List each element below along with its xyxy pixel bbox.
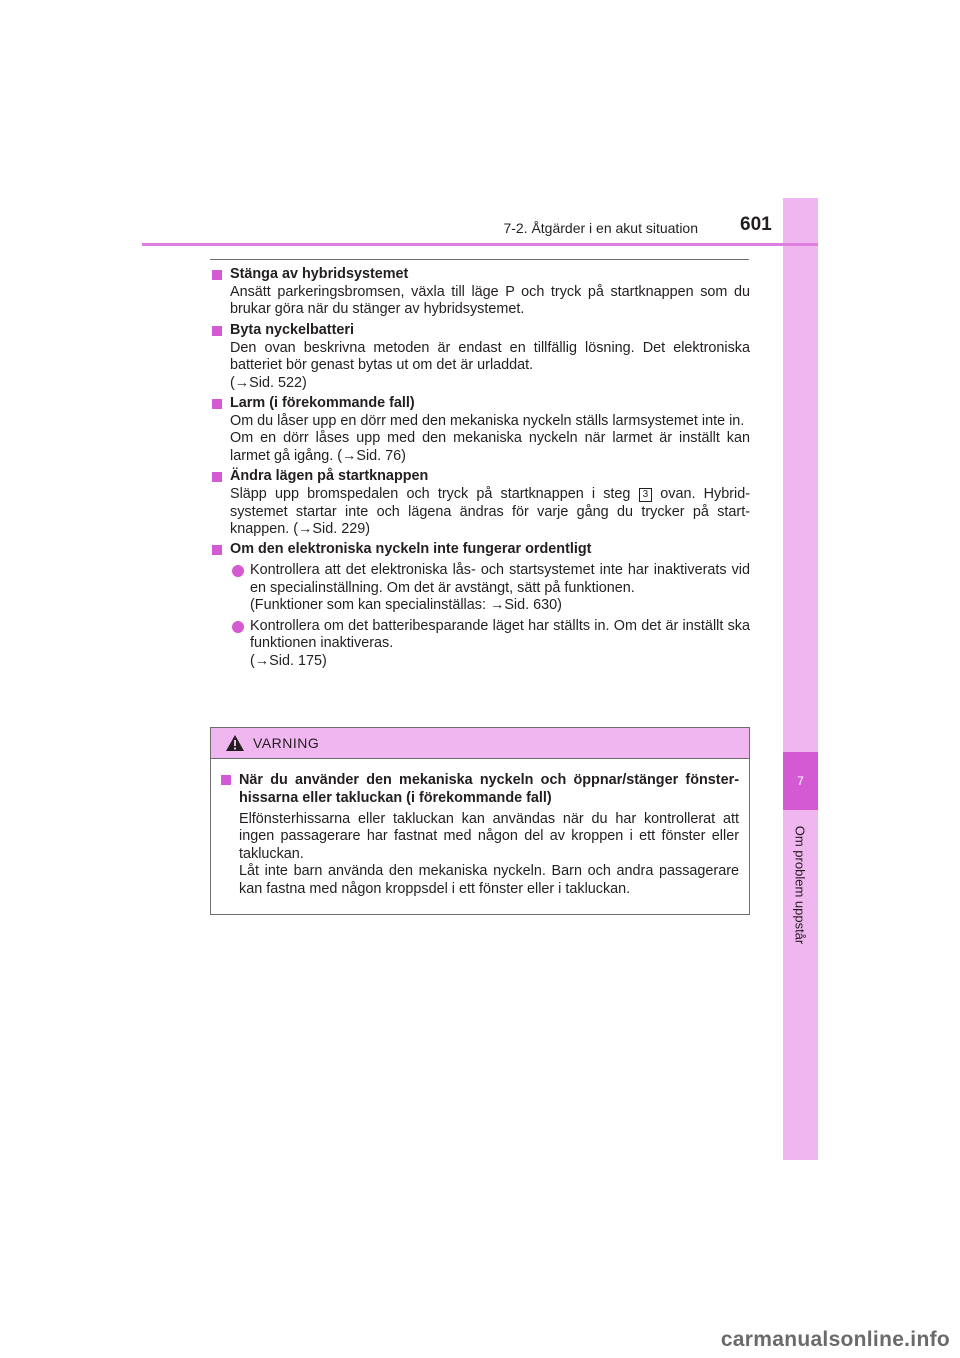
content-top-rule [210,259,749,260]
item-body-2: Om en dörr låses upp med den mekaniska nyckeln när larmet är inställt kan larmet gå igång. (→Sid. 76) [230,430,750,464]
item-body: Den ovan beskrivna metoden är endast en tillfällig lösning. Det elektroniska batteriet bör genast bytas ut om det är urladdat. [230,339,750,374]
page-reference: (→Sid. 522) [230,374,307,391]
chapter-label: Om problem uppstår [792,825,808,945]
item-heading: Larm (i förekommande fall) [230,395,415,412]
warning-heading: När du använder den mekaniska nyckeln och öppnar/stänger fönster-hissarna eller takluckan (i förekommande fall) [239,772,739,806]
warning-box [210,727,750,915]
page-reference: (→Sid. 175) [250,652,327,669]
square-bullet-icon [212,399,222,409]
square-bullet-icon [221,775,231,785]
page-reference: (Funktioner som kan specialinställas: →Sid. 630) [250,597,562,614]
item-heading: Byta nyckelbatteri [230,321,354,338]
warning-header [211,728,749,759]
item-body: Släpp upp bromspedalen och tryck på startknappen i steg 3 ovan. Hybrid-systemet startar inte och lägena ändras för varje gång du trycker på start-knappen. (→Sid. 229) [230,486,751,538]
chapter-side-tab [783,198,818,1160]
chapter-number-tab: 7 [783,752,818,810]
item-key-battery [210,321,750,392]
bullet-item: Kontrollera om det batteribesparande läget har ställts in. Om det är inställt ska funktionen inaktiveras. (→Sid. 175) [230,618,750,670]
warning-text-2: Låt inte barn använda den mekaniska nyckeln. Barn och andra passagerare kan fastna med någon kroppsdel i ett fönster eller i takluckan. [239,863,739,897]
page-number: 601 [740,214,772,235]
item-key-not-working [210,540,750,669]
square-bullet-icon [212,472,222,482]
content [210,265,750,672]
warning-body [211,759,749,898]
warning-label: VARNING [253,735,320,751]
item-heading: Ändra lägen på startknappen [230,468,429,485]
item-start-button-modes [210,467,750,538]
item-heading: Om den elektroniska nyckeln inte fungerar ordentligt [230,541,592,558]
item-body: Ansätt parkeringsbromsen, växla till läge P och tryck på startknappen som du brukar göra när du stänger av hybridsystemet. [230,284,750,318]
step-number-badge: 3 [639,488,653,502]
item-body: Om du låser upp en dörr med den mekaniska nyckeln ställs larmsystemet inte in. [230,413,745,430]
header-rule [142,243,818,246]
round-bullet-icon [232,565,244,577]
square-bullet-icon [212,270,222,280]
item-stop-hybrid [210,265,750,319]
bullet-item: Kontrollera att det elektroniska lås- och startsystemet inte har inaktiverats vid en specialinställning. Om det är avstängt, sätt på funktionen. (Funktioner som kan specialinställas: →Sid. 630) [230,562,750,614]
square-bullet-icon [212,545,222,555]
item-heading: Stänga av hybridsystemet [230,266,409,282]
watermark: carmanualsonline.info [720,1328,950,1351]
item-alarm [210,394,750,465]
square-bullet-icon [212,326,222,336]
warning-text: Elfönsterhissarna eller takluckan kan användas när du har kontrollerat att ingen passagerare har fastnat med någon del av kroppen i ett fönster eller takluckan. [239,811,739,862]
round-bullet-icon [232,621,244,633]
warning-triangle-icon [225,734,245,752]
section-title: 7-2. Åtgärder i en akut situation [503,220,698,236]
